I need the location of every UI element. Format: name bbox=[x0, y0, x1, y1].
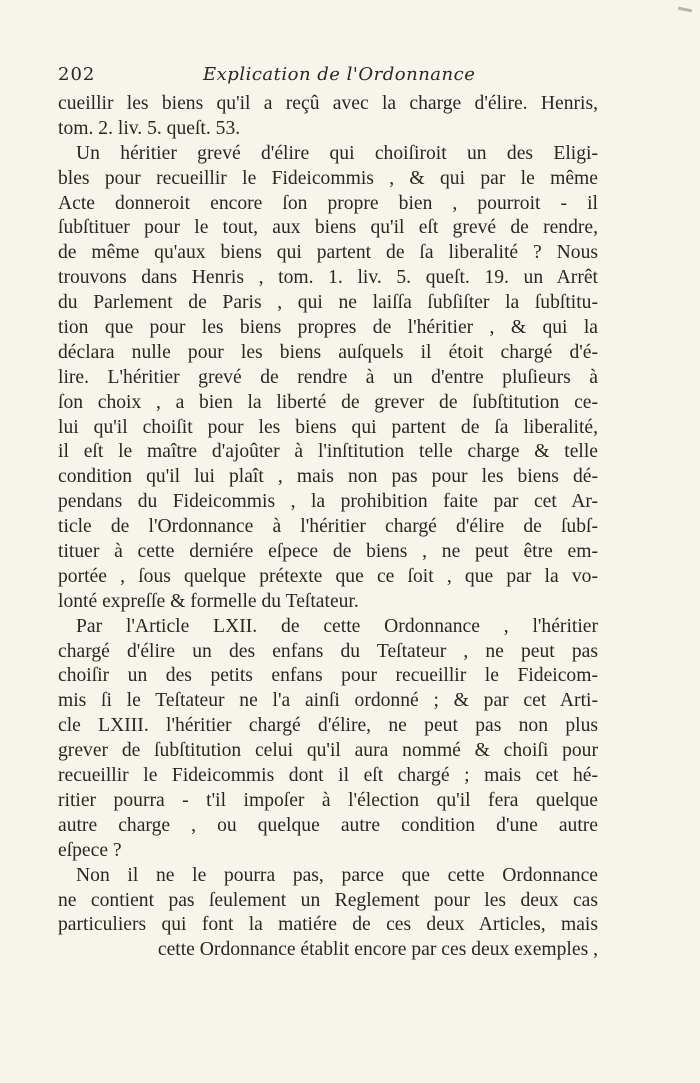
text-line: lire. L'héritier grevé de rendre à un d'entre pluſieurs à bbox=[58, 366, 598, 388]
text-line: lonté expreſſe & formelle du Teſtateur. bbox=[58, 590, 359, 612]
text-line: tom. 2. liv. 5. queſt. 53. bbox=[58, 117, 241, 139]
text-line: choiſir un des petits enfans pour recueillir le Fideicom- bbox=[58, 665, 598, 687]
running-title: Explication de l'Ordonnance bbox=[203, 64, 476, 85]
text-line: portée , ſous quelque prétexte que ce ſoit , que par la vo- bbox=[58, 565, 598, 587]
text-line: ne contient pas ſeulement un Reglement pour les deux cas bbox=[58, 889, 598, 911]
text-line: trouvons dans Henris , tom. 1. liv. 5. queſt. 19. un Arrêt bbox=[58, 267, 598, 289]
text-line: chargé d'élire un des enfans du Teſtateur , ne peut pas bbox=[58, 640, 598, 662]
text-line: eſpece ? bbox=[58, 839, 122, 861]
text-line: autre charge , ou quelque autre condition d'une autre bbox=[58, 814, 598, 836]
text-line: ſon choix , a bien la liberté de grever de ſubſtitution ce- bbox=[58, 391, 598, 413]
text-line: cle LXIII. l'héritier chargé d'élire, ne peut pas non plus bbox=[58, 715, 598, 737]
corner-mark bbox=[678, 7, 692, 13]
text-line: Un héritier grevé d'élire qui choiſiroit un des Eligi- bbox=[76, 142, 598, 164]
text-line: cueillir les biens qu'il a reçû avec la charge d'élire. Henris, bbox=[58, 93, 598, 114]
text-line: ſubſtituer pour le tout, aux biens qu'il eſt grevé de rendre, bbox=[58, 217, 598, 239]
text-line: cette Ordonnance établit encore par ces deux exemples , bbox=[157, 939, 598, 961]
text-line: Par l'Article LXII. de cette Ordonnance , l'héritier bbox=[76, 615, 598, 637]
text-line: de même qu'aux biens qui partent de ſa liberalité ? Nous bbox=[58, 242, 598, 264]
text-line: bles pour recueillir le Fideicommis , & qui par le même bbox=[58, 167, 598, 189]
text-line: tion que pour les biens propres de l'héritier , & qui la bbox=[58, 317, 598, 339]
text-line: ritier pourra - t'il impoſer à l'élection qu'il fera quelque bbox=[58, 789, 598, 811]
page-number: 202 bbox=[58, 64, 96, 85]
text-line: tituer à cette derniére eſpece de biens , ne peut être em- bbox=[58, 541, 598, 563]
text-line: pendans du Fideicommis , la prohibition faite par cet Ar- bbox=[58, 491, 598, 513]
text-line: Non il ne le pourra pas, parce que cette Ordonnance bbox=[76, 864, 598, 886]
page-header bbox=[58, 64, 598, 90]
text-line: Acte donneroit encore ſon propre bien , pourroit - il bbox=[58, 192, 598, 214]
text-line: il eſt le maître d'ajoûter à l'inſtitution telle charge & telle bbox=[58, 441, 598, 463]
text-line: mis ſi le Teſtateur ne l'a ainſi ordonné ; & par cet Arti- bbox=[58, 690, 598, 712]
text-line: lui qu'il choiſit pour les biens qui partent de ſa liberalité, bbox=[58, 416, 598, 438]
text-line: ticle de l'Ordonnance à l'héritier chargé d'élire de ſubſ- bbox=[58, 516, 598, 538]
text-line: grever de ſubſtitution celui qu'il aura nommé & choiſi pour bbox=[58, 740, 598, 762]
text-line: recueillir le Fideicommis dont il eſt chargé ; mais cet hé- bbox=[58, 765, 598, 787]
body-text bbox=[58, 92, 598, 963]
text-line: particuliers qui font la matiére de ces deux Articles, mais bbox=[58, 914, 598, 936]
text-line: condition qu'il lui plaît , mais non pas pour les biens dé- bbox=[58, 466, 598, 488]
text-line: déclara nulle pour les biens auſquels il étoit chargé d'é- bbox=[58, 341, 598, 363]
text-line: du Parlement de Paris , qui ne laiſſa ſubſiſter la ſubſtitu- bbox=[58, 292, 598, 314]
